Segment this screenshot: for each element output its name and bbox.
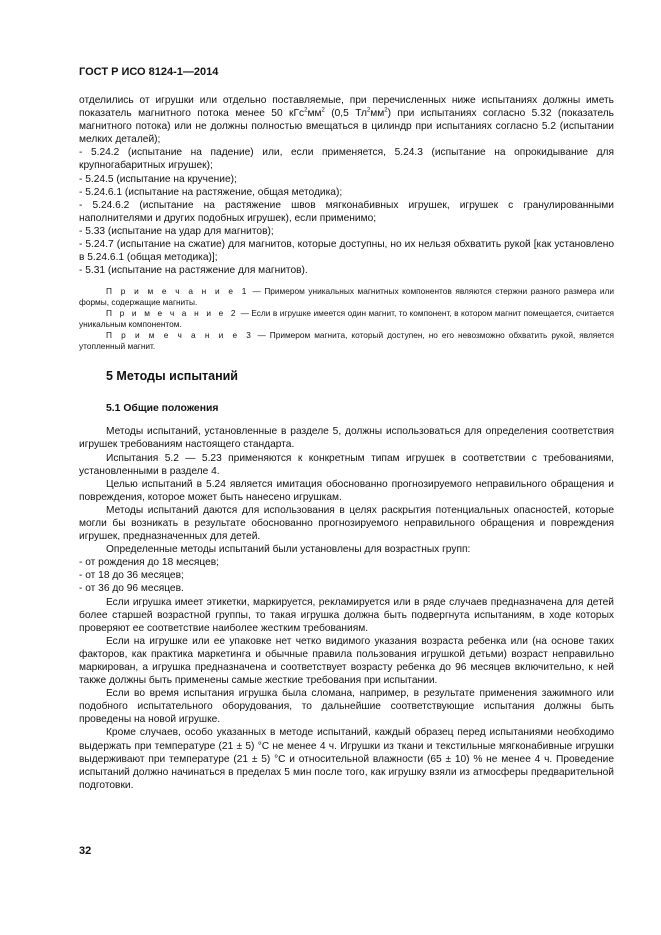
test-item: - 5.24.7 (испытание на сжатие) для магнитов, которые доступны, но их нельзя обхватить рукой [как установлено в 5.24.6.1 (общая методика)]; [79,239,614,264]
test-item: - 5.31 (испытание на растяжение для магнитов). [79,265,308,277]
intro-text-2: мм [307,108,322,120]
note-2 [79,308,614,330]
intro-sup-2: 2 [321,107,325,114]
note-label: П р и м е ч а н и е 2 [106,308,239,319]
paragraph: Методы испытаний, установленные в разделе 5, должны использоваться для определения соответствия игрушек требованиям настоящего стандарта. [79,426,614,451]
note-label: П р и м е ч а н и е 1 [106,286,249,297]
note-label: П р и м е ч а н и е 3 [106,330,254,341]
paragraph: Если во время испытания игрушка была сломана, например, в результате применения зажимного или подобного испытательного оборудования, то дальнейшие соответствующие испытания должны быть проведены на новой игрушке. [79,688,614,726]
intro-text-4: мм [370,108,385,120]
note-3 [79,330,614,352]
intro-sup-3: 2 [366,107,371,114]
age-group-item: - от 18 до 36 месяцев; [79,570,184,582]
note-text: — Примером уникальных магнитных компонентов являются стержни разного размера или формы, содержащие магниты. [79,286,614,308]
intro-text-3: (0,5 Тл [324,108,367,120]
section-title: 5 Методы испытаний [106,369,238,384]
document-header: ГОСТ Р ИСО 8124-1—2014 [79,66,219,78]
intro-paragraph [79,94,614,146]
paragraph: Если на игрушке или ее упаковке нет четко видимого указания возраста ребенка или (на основе таких факторов, как практика маркетинга и обычные правила пользования игрушкой детьми) возраст неправильно маркирован, а игрушка предназначена и соответствует возрасту ребенка до 96 месяцев включительно, к ней также должны быть применены самые жесткие требования при испытании. [79,635,614,687]
note-text: — Примером магнита, который доступен, но его невозможно обхватить рукой, является утопленный магнит. [79,330,614,352]
paragraph: Целью испытаний в 5.24 является имитация обоснованно прогнозируемого неправильного обращения и повреждения, которое может быть нанесено игрушкам. [79,478,614,503]
age-group-item: - от рождения до 18 месяцев; [79,557,219,569]
test-item: - 5.24.6.2 (испытание на растяжение швов мягконабивных игрушек, игрушек с гранулированными наполнителями и других подобных игрушек), если применимо; [79,199,614,224]
note-1 [79,286,614,308]
intro-text-5: ) при испытаниях согласно 5.32 (показатель магнитного потока) или не должны полностью вмещаться в цилиндр при испытаниях согласно 5.2 (испытании мелких деталей); [79,108,614,146]
document-body [79,94,614,792]
paragraph: Если игрушка имеет этикетки, маркируется, рекламируется или в ряде случаев предназначена для детей более старшей возрастной группы, то такая игрушка должна быть подвергнута испытаниям, в ходе которых проверяют ее соответствие наиболее жестким требованиям. [79,596,614,634]
page-number: 32 [79,845,92,857]
paragraph: Методы испытаний даются для использования в целях раскрытия потенциальных опасностей, которые могли бы возникать в результате обоснованно прогнозируемого неправильного обращения и повреждения игрушек, предназначенных для детей. [79,504,614,543]
test-item: - 5.33 (испытание на удар для магнитов); [79,225,274,237]
test-item: - 5.24.6.1 (испытание на растяжение, общая методика); [79,186,343,198]
subsection-title: 5.1 Общие положения [106,403,219,415]
intro-text-1: отделились от игрушки или отдельно поставляемые, при перечисленных ниже испытаниях должны иметь показатель магнитного потока менее 50 кГс [79,95,614,120]
age-group-item: - от 36 до 96 месяцев. [79,583,184,595]
note-text: — Если в игрушке имеется один магнит, то компонент, в котором магнит помещается, считается уникальным компонентом. [79,308,614,330]
paragraph: Определенные методы испытаний были установлены для возрастных групп: [106,544,471,556]
paragraph: Испытания 5.2 — 5.23 применяются к конкретным типам игрушек в соответствии с требованиями, установленными в разделе 4. [79,452,614,477]
test-item: - 5.24.2 (испытание на падение) или, если применяется, 5.24.3 (испытание на опрокидывание для крупногабаритных игрушек); [79,147,614,172]
paragraph: Кроме случаев, особо указанных в методе испытаний, каждый образец перед испытаниями необходимо выдержать при температуре (21 ± 5) °С не менее 4 ч. Игрушки из ткани и текстильные мягконабивные игрушки выдерживают при температуре (21 ± 5) °С и относительной влажности (65 ± 10) % не менее 4 ч. Проведение испытаний должно начинаться в пределах 5 мин после того, как игрушку взяли из атмосферы предварительной подготовки. [79,727,614,791]
test-item: - 5.24.5 (испытание на кручение); [79,173,237,185]
intro-sup-1: 2 [304,107,308,114]
intro-sup-4: 2 [384,107,388,114]
